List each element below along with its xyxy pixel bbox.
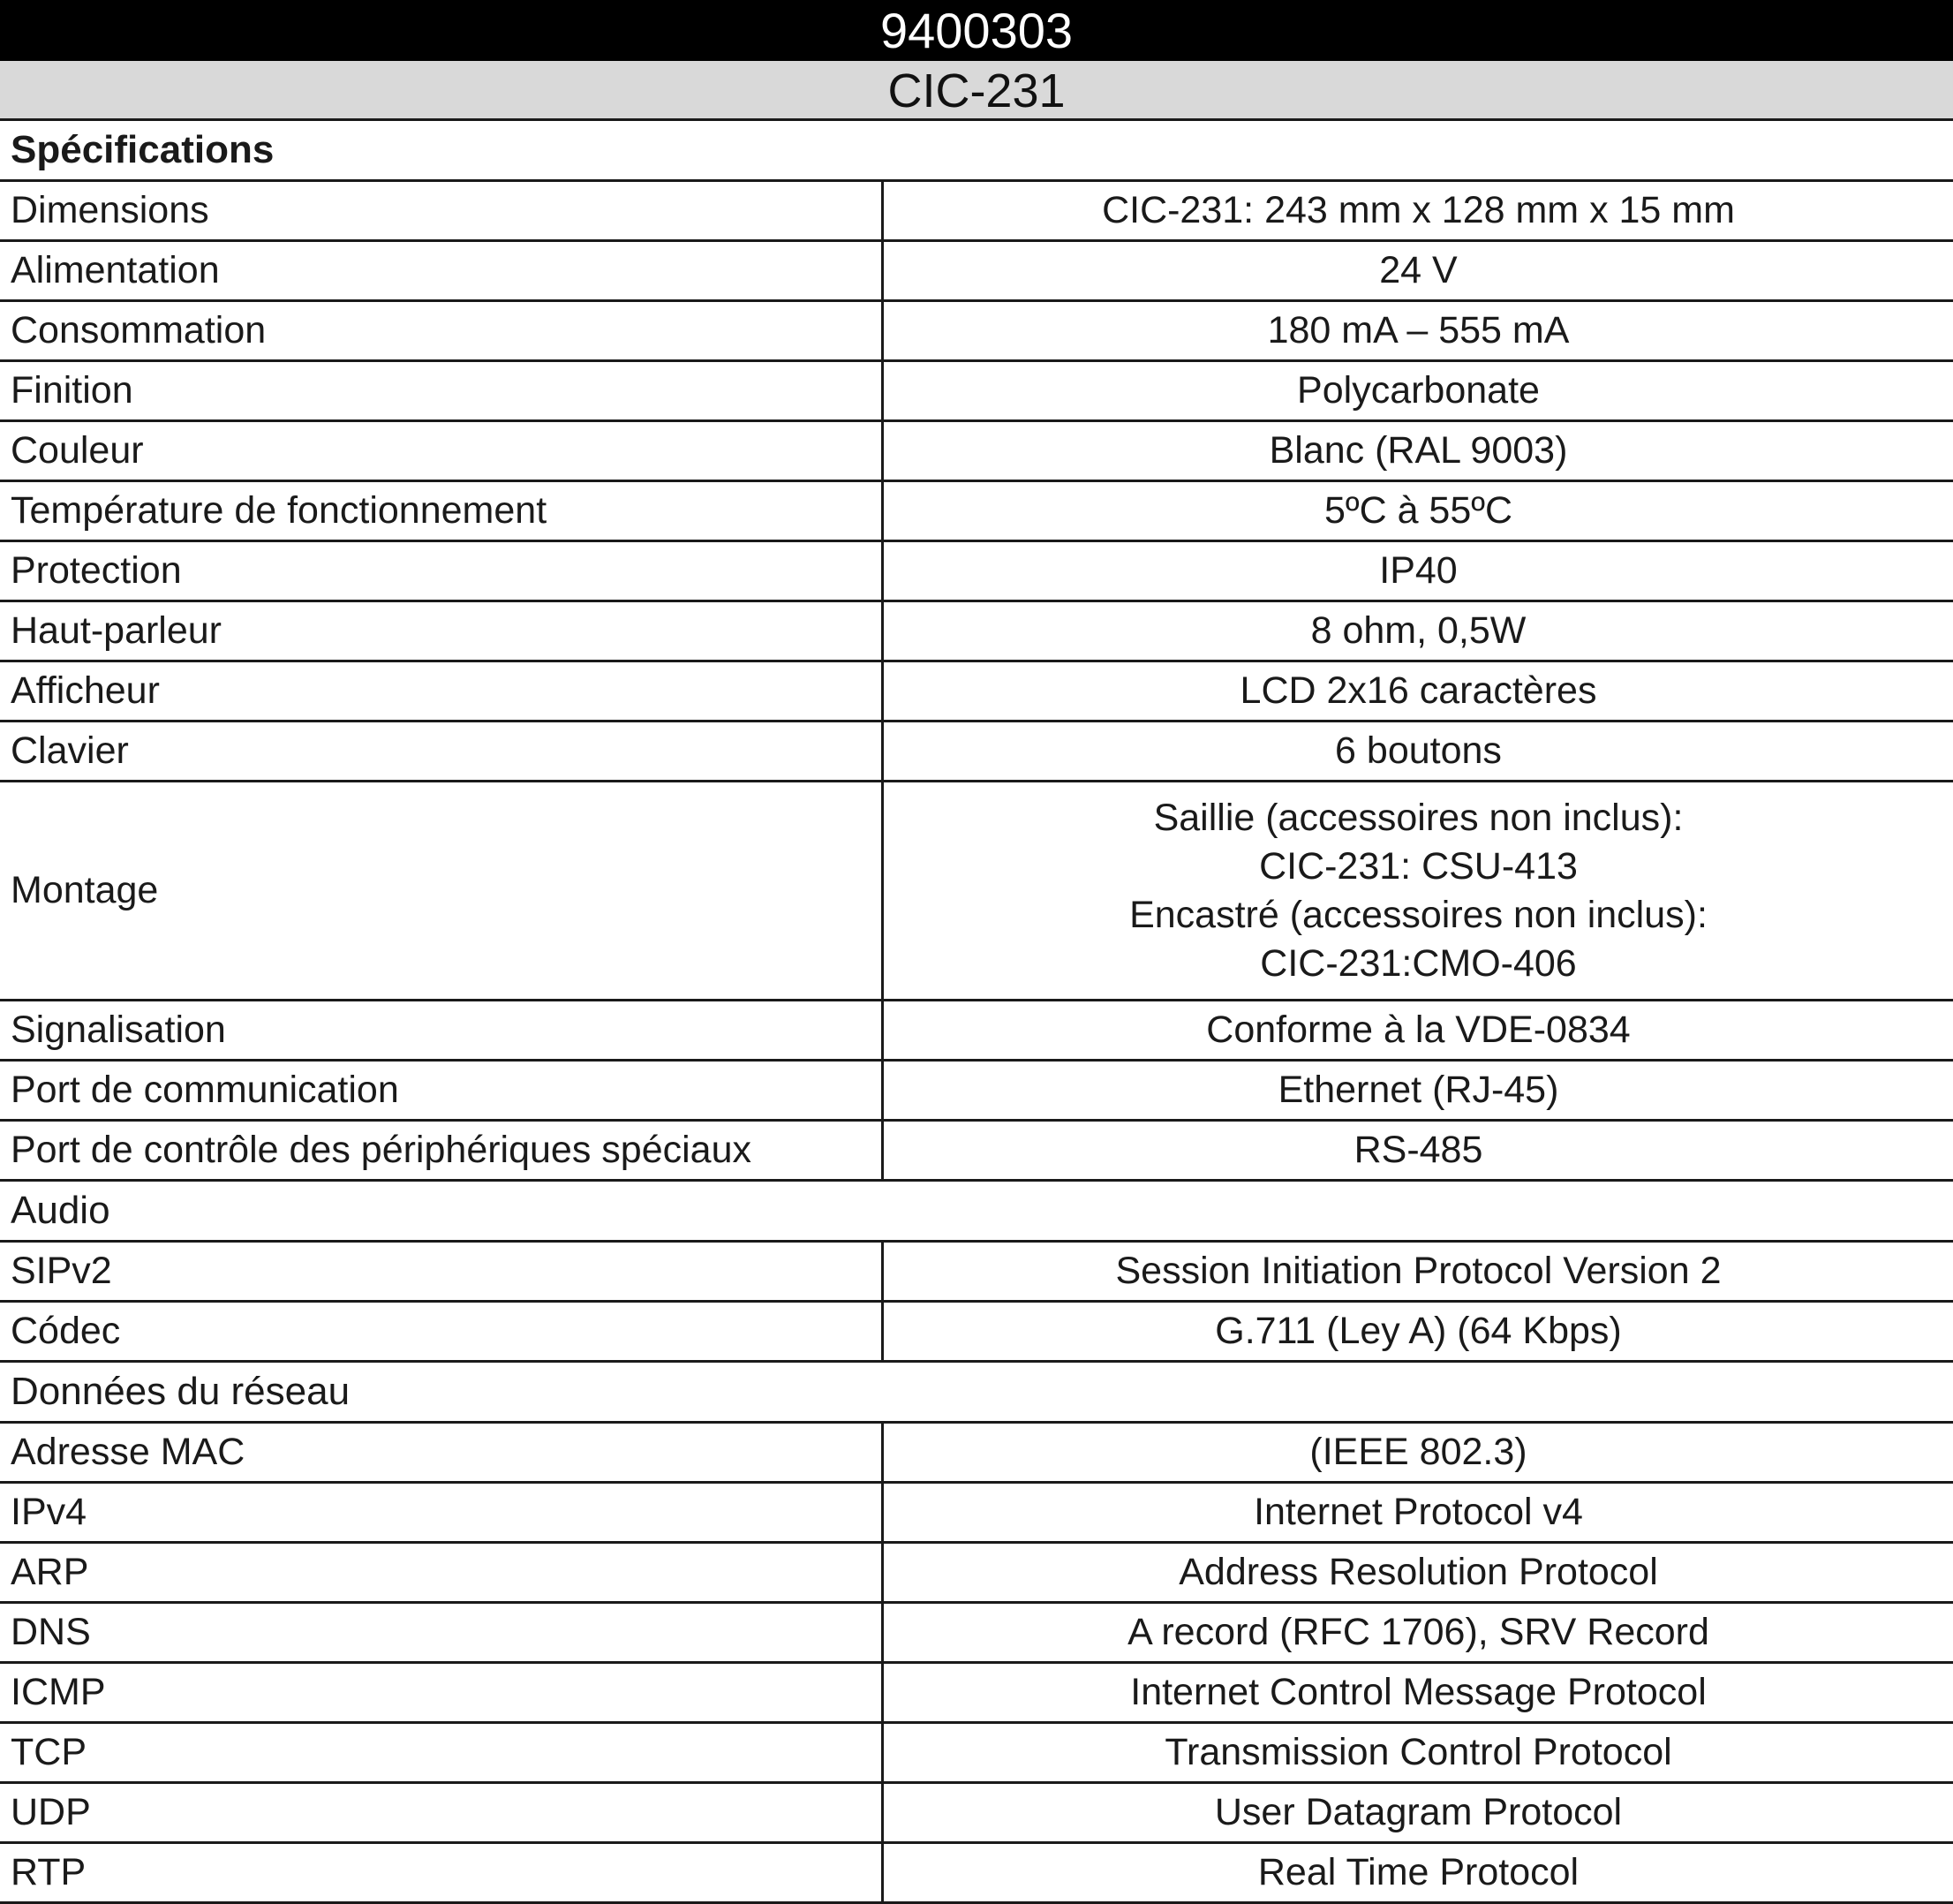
spec-value [881, 1664, 1953, 1721]
spec-value-line: 180 mA – 555 mA [1267, 309, 1570, 351]
spec-label: Port de communication [11, 1069, 399, 1111]
spec-label: Couleur [11, 429, 144, 472]
spec-value [881, 1122, 1953, 1179]
section-header [0, 1363, 1953, 1424]
spec-value-line: G.711 (Ley A) (64 Kbps) [1215, 1310, 1622, 1352]
spec-label: Códec [11, 1310, 121, 1352]
spec-label: TCP [11, 1731, 87, 1773]
spec-value-line: 6 boutons [1335, 729, 1502, 772]
spec-value [881, 302, 1953, 359]
spec-value [881, 182, 1953, 239]
spec-value [881, 422, 1953, 480]
spec-label: Consommation [11, 309, 267, 351]
spec-label: RTP [11, 1851, 87, 1893]
spec-value [881, 662, 1953, 720]
table-row [0, 1784, 1953, 1844]
spec-value [881, 1484, 1953, 1541]
spec-label: Haut-parleur [11, 609, 222, 652]
table-row [0, 302, 1953, 362]
spec-value-line: A record (RFC 1706), SRV Record [1127, 1611, 1709, 1653]
table-row [0, 602, 1953, 662]
spec-value-line: IP40 [1379, 549, 1458, 592]
spec-value-line: Internet Protocol v4 [1254, 1491, 1583, 1533]
spec-label: Alimentation [11, 249, 220, 291]
spec-label: ICMP [11, 1671, 106, 1713]
spec-value [881, 1604, 1953, 1661]
table-row [0, 1844, 1953, 1904]
table-row [0, 722, 1953, 782]
spec-value-line: Address Resolution Protocol [1179, 1551, 1658, 1593]
spec-label: SIPv2 [11, 1250, 112, 1292]
spec-value-line: Session Initiation Protocol Version 2 [1115, 1250, 1722, 1292]
spec-value-line: CIC-231: 243 mm x 128 mm x 15 mm [1102, 189, 1735, 231]
table-row [0, 662, 1953, 722]
spec-value-line: CIC-231:CMO-406 [1260, 941, 1577, 985]
table-row [0, 362, 1953, 422]
spec-label: UDP [11, 1791, 91, 1833]
table-row [0, 1243, 1953, 1303]
table-row [0, 1664, 1953, 1724]
spec-label: Afficheur [11, 669, 160, 712]
spec-value [881, 1243, 1953, 1300]
table-row [0, 1724, 1953, 1784]
table-row [0, 422, 1953, 482]
spec-value [881, 1844, 1953, 1901]
spec-value-line: (IEEE 802.3) [1309, 1431, 1527, 1473]
spec-label: Montage [11, 869, 159, 911]
table-row [0, 782, 1953, 1001]
section-title: Audio [11, 1189, 110, 1232]
spec-value [881, 482, 1953, 540]
spec-value [881, 1724, 1953, 1781]
product-code: 9400303 [0, 0, 1953, 61]
spec-value [881, 1544, 1953, 1601]
spec-value-line: Polycarbonate [1297, 369, 1540, 412]
spec-value [881, 782, 1953, 999]
spec-value-line: RS-485 [1354, 1129, 1483, 1171]
spec-value-line: Real Time Protocol [1257, 1851, 1580, 1893]
table-row [0, 1122, 1953, 1182]
table-row [0, 1424, 1953, 1484]
spec-value-line: Saillie (accessoires non inclus): [1153, 796, 1684, 839]
spec-value-line: Transmission Control Protocol [1165, 1731, 1672, 1773]
table-row [0, 1484, 1953, 1544]
table-row [0, 1001, 1953, 1062]
table-row [0, 242, 1953, 302]
spec-value [881, 542, 1953, 600]
table-row [0, 482, 1953, 542]
spec-value [881, 362, 1953, 419]
spec-label: Clavier [11, 729, 129, 772]
spec-label: DNS [11, 1611, 91, 1653]
spec-label: IPv4 [11, 1491, 87, 1533]
spec-value-line: LCD 2x16 caractères [1240, 669, 1597, 712]
spec-value [881, 1062, 1953, 1119]
spec-label: Adresse MAC [11, 1431, 245, 1473]
spec-value [881, 722, 1953, 780]
spec-value-line: Encastré (accessoires non inclus): [1129, 893, 1708, 936]
spec-value-line: Ethernet (RJ-45) [1278, 1069, 1559, 1111]
spec-value [881, 602, 1953, 660]
spec-value-line: User Datagram Protocol [1214, 1791, 1623, 1833]
table-row [0, 1604, 1953, 1664]
section-title: Spécifications [11, 128, 275, 171]
spec-label: Température de fonctionnement [11, 489, 547, 532]
table-row [0, 1303, 1953, 1363]
spec-label: Port de contrôle des périphériques spéciaux [11, 1129, 752, 1171]
spec-value [881, 1784, 1953, 1841]
table-row [0, 542, 1953, 602]
section-header [0, 1182, 1953, 1243]
spec-value-line: Blanc (RAL 9003) [1269, 429, 1568, 472]
spec-value-line: 24 V [1379, 249, 1458, 291]
product-model: CIC-231 [0, 61, 1953, 121]
spec-label: Signalisation [11, 1009, 226, 1051]
spec-value-line: CIC-231: CSU-413 [1259, 844, 1578, 888]
spec-value [881, 1303, 1953, 1360]
table-row [0, 182, 1953, 242]
section-header [0, 121, 1953, 182]
spec-label: Dimensions [11, 189, 209, 231]
spec-label: ARP [11, 1551, 89, 1593]
table-row [0, 1544, 1953, 1604]
spec-value-line: Conforme à la VDE-0834 [1206, 1009, 1631, 1051]
spec-label: Protection [11, 549, 182, 592]
section-title: Données du réseau [11, 1370, 351, 1413]
spec-value [881, 1001, 1953, 1059]
spec-value [881, 242, 1953, 299]
table-row [0, 1062, 1953, 1122]
spec-value [881, 1424, 1953, 1481]
spec-label: Finition [11, 369, 133, 412]
spec-value-line: Internet Control Message Protocol [1130, 1671, 1707, 1713]
spec-value-line: 8 ohm, 0,5W [1310, 609, 1527, 652]
spec-value-line: 5ºC à 55ºC [1323, 489, 1513, 532]
